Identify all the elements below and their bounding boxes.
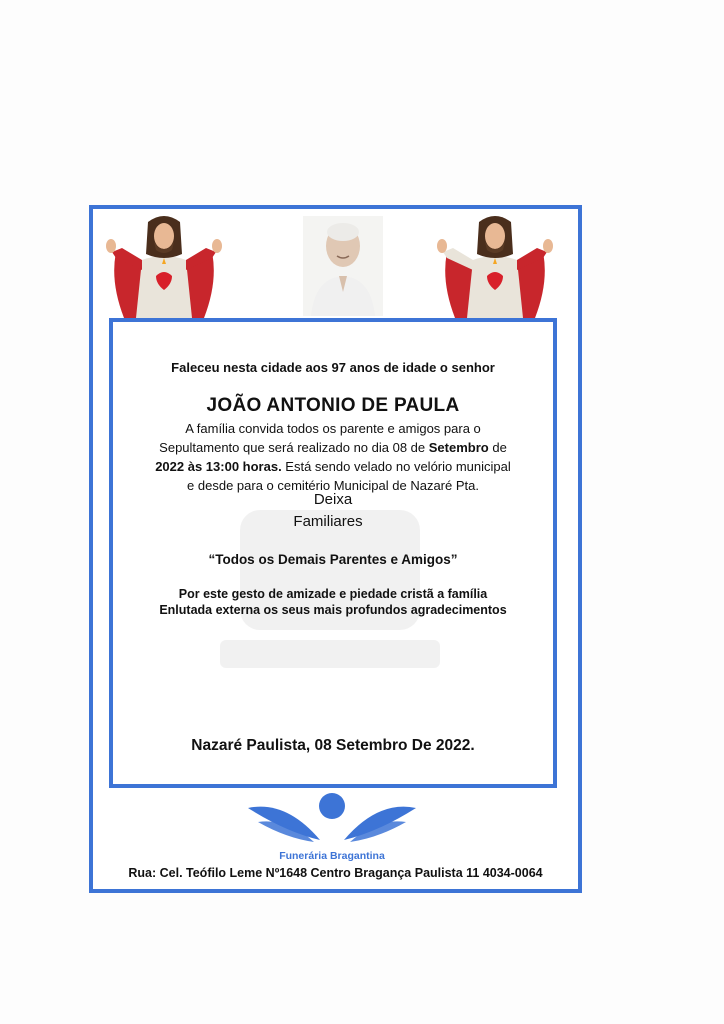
body-line-1: A família convida todos os parente e amigos para o — [185, 421, 481, 436]
funeraria-address: Rua: Cel. Teófilo Leme Nº1648 Centro Bragança Paulista 11 4034-0064 — [128, 866, 543, 880]
deceased-portrait-icon — [303, 216, 383, 316]
funeraria-brand: Funerária Bragantina — [279, 850, 385, 862]
sacred-heart-jesus-right-icon — [433, 212, 557, 318]
intro-text: Faleceu nesta cidade aos 97 anos de idade o senhor — [171, 360, 495, 375]
deceased-name: JOÃO ANTONIO DE PAULA — [206, 395, 460, 416]
funeraria-logo-icon — [246, 792, 418, 844]
date-line: Nazaré Paulista, 08 Setembro De 2022. — [191, 737, 475, 754]
familiares-text: Familiares — [293, 513, 363, 530]
thanks-line-1: Por este gesto de amizade e piedade cristã a família — [178, 587, 488, 601]
deixa-text: Deixa — [313, 491, 353, 508]
quote-text: “Todos os Demais Parentes e Amigos” — [208, 552, 458, 567]
body-line-2: Sepultamento que será realizado no dia 08 de Setembro de — [159, 440, 507, 455]
body-line-4: e desde para o cemitério Municipal de Nazaré Pta. — [187, 478, 479, 493]
ceremony-details — [113, 419, 553, 495]
thanks-line-2: Enlutada externa os seus mais profundos agradecimentos — [159, 603, 507, 617]
thanks-text — [113, 586, 553, 618]
sacred-heart-jesus-left-icon — [102, 212, 226, 318]
body-line-3: 2022 às 13:00 horas. Está sendo velado no velório municipal — [155, 459, 511, 474]
